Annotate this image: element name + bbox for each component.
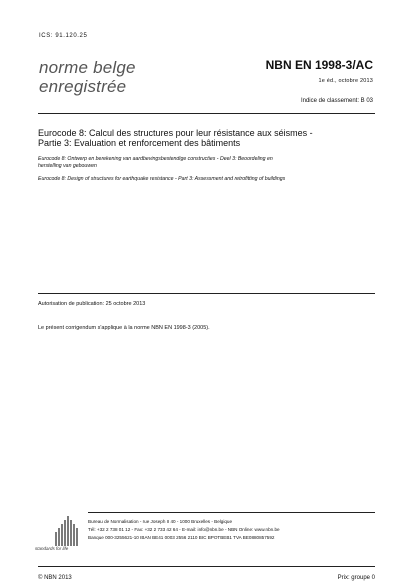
publication-authorization: Autorisation de publication: 25 octobre 2013 — [38, 301, 146, 307]
title-french-line-2: Partie 3: Evaluation et renforcement des bâtiments — [38, 138, 241, 148]
divider-bottom — [38, 566, 375, 567]
brand-line-1: norme belge — [39, 58, 136, 77]
title-dutch-line-1: Eurocode 8: Ontwerp en berekening van aardbevingsbestendige constructies - Deel 3: Beoordeling en — [38, 156, 273, 162]
ics-code: ICS: 91.120.25 — [39, 33, 88, 39]
brand-title — [39, 58, 136, 96]
footer-address — [88, 518, 280, 542]
divider-top — [38, 113, 375, 114]
title-english: Eurocode 8: Design of structures for earthquake resistance - Part 3: Assessment and retrofitting of buildings — [38, 176, 286, 182]
title-dutch-line-2: herstelling van gebouwen — [38, 163, 97, 169]
classification-index: Indice de classement: B 03 — [300, 98, 373, 104]
edition-date: 1e éd., octobre 2013 — [318, 78, 373, 84]
footer-line-3: Banque 000-3255621-10 IBAN BE41 0003 2556 2110 BIC BPOTBEB1 TVA BE0880857592 — [88, 535, 275, 540]
price-group: Prix: groupe 0 — [337, 575, 375, 581]
divider-middle — [38, 293, 375, 294]
standard-id: NBN EN 1998-3/AC — [265, 58, 373, 72]
title-french — [38, 128, 378, 148]
footer-line-2: Tél: +32 2 738 01 12 - Fax: +32 2 733 42 64 - E-mail: info@nbn.be - NBN Online: www.nbn.be — [88, 527, 280, 532]
logo-tagline: standards for life — [35, 546, 69, 551]
footer-line-1: Bureau de Normalisation - rue Joseph II 40 - 1000 Bruxelles - Belgique — [88, 519, 233, 524]
copyright: © NBN 2013 — [38, 575, 72, 581]
title-french-line-1: Eurocode 8: Calcul des structures pour leur résistance aux séismes - — [38, 128, 313, 138]
corrigendum-note: Le présent corrigendum s'applique à la norme NBN EN 1998-3 (2005). — [38, 325, 210, 331]
title-dutch — [38, 156, 378, 170]
brand-line-2: enregistrée — [39, 77, 127, 96]
divider-footer — [88, 512, 375, 513]
